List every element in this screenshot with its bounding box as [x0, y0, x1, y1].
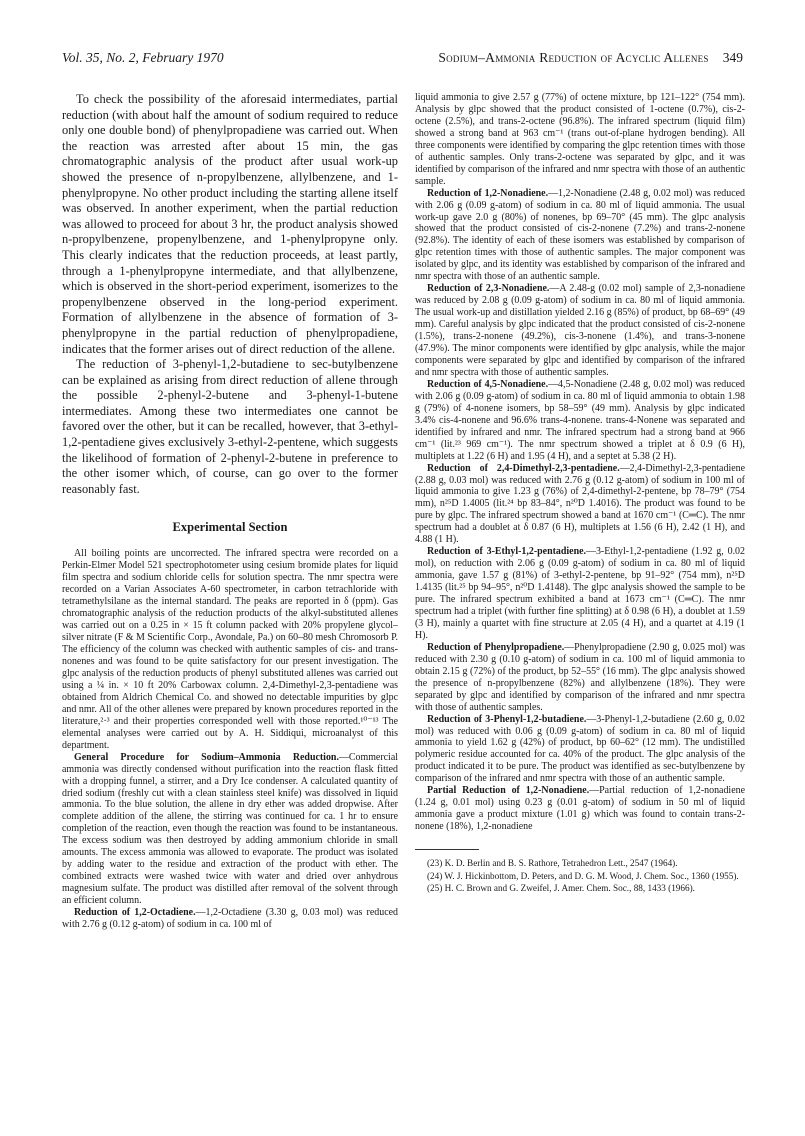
procedure-title: Reduction of Phenylpropadiene.: [427, 641, 565, 653]
footnote: (23) K. D. Berlin and B. S. Rathore, Tetrahedron Lett., 2547 (1964).: [427, 858, 678, 869]
procedure-text: —A 2.48-g (0.02 mol) sample of 2,3-nonadiene was reduced by 2.08 g (0.09 g-atom) of sodium in ca. 80 ml of liquid ammonia. The usual work-up and distillation yielded 2.16 g (85%) of product, bp 68–69° (49 mm). Careful analysis by glpc indicated that the product consisted of cis-2-nonene (1.5%), trans-2-nonene (49.2%), cis-3-nonene (1.4%), and trans-3-nonene (47.9%). The minor components were identified by glpc analysis, while the major components were separated by glpc and identified by comparison of the infrared and nmr spectra with those of authentic samples.: [415, 283, 746, 378]
procedure-paragraph: [415, 283, 745, 379]
procedure-paragraph: [415, 379, 745, 463]
procedure-title: Partial Reduction of 1,2-Nonadiene.: [427, 785, 590, 797]
procedure-title: Reduction of 3-Phenyl-1,2-butadiene.: [427, 713, 587, 725]
procedure-paragraph: [415, 714, 745, 786]
procedure-paragraph: [415, 642, 745, 714]
right-column: [415, 92, 745, 896]
left-column: [62, 92, 398, 931]
procedure-title: Reduction of 3-Ethyl-1,2-pentadiene.: [427, 546, 587, 558]
footnote: (25) H. C. Brown and G. Zweifel, J. Amer. Chem. Soc., 88, 1433 (1966).: [427, 883, 695, 894]
procedure-paragraph: [62, 752, 398, 907]
procedure-title: Reduction of 1,2-Nonadiene.: [427, 187, 549, 199]
procedure-paragraph: [62, 907, 398, 931]
procedure-text: —1,2-Octadiene (3.30 g, 0.03 mol) was reduced with 2.76 g (0.12 g-atom) of sodium in ca. 100 ml of: [62, 907, 398, 930]
body-paragraph: The reduction of 3-phenyl-1,2-butadiene to sec-butylbenzene can be explained as arising from direct reduction of allene through the possible 2-phenyl-2-butene and 3-phenyl-1-butene intermediates. Among these two intermediates one cannot be favored over the other, but it can be recalled, however, that 3-ethyl-1,2-pentadiene gives exclusively 3-ethyl-2-pentene, which suggests the likelihood of formation of 2-phenyl-2-butene in preference to the other isomer which, of course, can go over to the former reasonably fast.: [62, 357, 398, 496]
section-heading: Experimental Section: [172, 520, 288, 535]
experimental-paragraph: All boiling points are uncorrected. The infrared spectra were recorded on a Perkin-Elmer Model 521 spectrophotometer using cesium bromide plates for liquid film spectra and sodium chloride cells for solution spectra. The nmr spectra were recorded on a Varian Associates A-60 spectrometer, in carbon tetrachloride with tetramethylsilane as the internal standard. The peaks are reported in δ (ppm). Gas chromatographic analysis of the reduction products of the alkyl-substituted allenes was carried out on a 0.25 in × 15 ft column packed with 20% propylene glycol–silver nitrate (F & M Scientific Corp., Avondale, Pa.) on 60–80 mesh Chromosorb P. The efficiency of the column was checked with authentic samples of cis- and trans-nonenes and was found to be quite satisfactory for our present investigation. The glpc analysis of the reduction products of phenyl substituted allenes was carried out using a ¼ in. × 10 ft 20% Carbowax column. 2,4-Dimethyl-2,3-pentadiene was obtained from Aldrich Chemical Co. and showed no detectable impurities by glpc and nmr. All of the other allenes were prepared by known procedures reported in the literature,²·³ and their properties corresponded well with those reported.¹⁰⁻¹³ The elemental analyses were carried out by A. H. Siddiqui, microanalyst of this department.: [62, 548, 398, 751]
running-title-group: [438, 50, 743, 66]
procedure-text: —3-Ethyl-1,2-pentadiene (1.92 g, 0.02 mol), on reduction with 2.06 g (0.09 g-atom) of sodium in ca. 80 ml of liquid ammonia, gave 1.57 g (81%) of 3-ethyl-2-pentene, bp 91–92° (754 mm), n²⁵D 1.4135 (lit.²⁵ bp 94–95°, n²⁰D 1.4148). The glpc analysis showed the sample to be pure. The infrared spectrum exhibited a band at 1673 cm⁻¹ (C═C). The nmr spectrum had a triplet (with further fine splitting) at δ 0.98 (6 H), a doublet at 1.59 (3 H), mainly a quartet with fine structure at 2.05 (4 H), and a quartet at 4.19 (1 H).: [415, 546, 745, 641]
page-number: 349: [722, 50, 743, 65]
procedure-text: —Partial reduction of 1,2-nonadiene (1.24 g, 0.01 mol) using 0.23 g (0.01 g-atom) of sodium in 50 ml of liquid ammonia gave a product mixture (1.01 g) which was found to contain trans-2-nonene (18%), 1,2-nonadiene: [415, 785, 745, 833]
footnote-divider: [415, 849, 479, 850]
procedure-text: —Phenylpropadiene (2.90 g, 0.025 mol) was reduced with 2.30 g (0.10 g-atom) of sodium in ca. 100 ml of liquid ammonia to obtain 2.15 g (72%) of the product, bp 52–55° (16 mm). The glpc analysis showed the presence of n-propylbenzene (82%) and allylbenzene (18%). They were separated by glpc and identified by comparison of the infrared and nmr spectra with those of authentic samples.: [415, 641, 745, 713]
procedure-paragraph: [415, 546, 745, 642]
procedure-paragraph: [415, 785, 745, 833]
procedure-title: Reduction of 1,2-Octadiene.: [74, 907, 196, 919]
procedure-title: Reduction of 4,5-Nonadiene.: [427, 378, 549, 390]
running-head: [62, 50, 743, 70]
procedure-title: Reduction of 2,4-Dimethyl-2,3-pentadiene.: [427, 462, 620, 474]
procedure-paragraph: [415, 188, 745, 284]
procedure-title: Reduction of 2,3-Nonadiene.: [427, 283, 550, 295]
continued-paragraph: liquid ammonia to give 2.57 g (77%) of octene mixture, bp 121–122° (754 mm). Analysis by glpc showed that the product consisted of 1-octene (0.7%), cis-2-octene (2.5%), and trans-2-octene (96.8%). The infrared spectrum (liquid film) showed a strong band at 963 cm⁻¹ (trans out-of-plane hydrogen bending). All three components were identified by comparing the glpc retention times with those of authentic samples. Only trans-2-octene was separated by glpc, and it was identified by comparison of the infrared and nmr spectra with those of an authentic sample.: [415, 92, 745, 187]
procedure-text: —Commercial ammonia was directly condensed without purification into the reaction flask fitted with a dropping funnel, a stirrer, and a Dry Ice condenser. A calculated quantity of dried sodium (freshly cut with a clean stainless steel knife) was dissolved in liquid ammonia. To the blue solution, the allene in dry ether was added dropwise. After complete addition of the allene, the stirring was continued for ca. 1 hr to ensure completion of the reaction, even though the reaction was found to be instantaneous. The excess sodium was then destroyed by adding ammonium chloride in small amounts. The excess ammonia was allowed to evaporate. The product was isolated by adding water to the residue and extraction of the product with ether. The combined extracts were washed twice with water and dried over anhydrous magnesium sulfate. The product was distilled after removal of the solvent through an efficient column.: [62, 751, 398, 907]
procedure-paragraph: [415, 463, 745, 547]
procedure-text: —4,5-Nonadiene (2.48 g, 0.02 mol) was reduced with 2.06 g (0.09 g-atom) of sodium in ca. 80 ml of liquid ammonia to obtain 1.98 g (79%) of 4-nonene isomers, bp 58–59° (49 mm). Analysis by glpc indicated 3.4% cis-4-nonene and 96.6% trans-4-nonene. trans-4-Nonene was separated and identified by infrared and nmr. The infrared spectrum had a strong band at 966 cm⁻¹ (lit.²³ 969 cm⁻¹). The nmr spectrum showed a triplet at δ 0.9 (6 H), multiplets at 1.22 (6 H) and 1.95 (4 H), and a septet at 5.38 (2 H).: [415, 378, 745, 462]
procedure-text: —3-Phenyl-1,2-butadiene (2.60 g, 0.02 mol) was reduced with 0.06 g (0.09 g-atom) of sodium in ca. 80 ml of liquid ammonia to yield 1.62 g (42%) of product, bp 60–62° (12 mm). The undistilled polymeric residue accounted for ca. 40% of the product. The glpc analysis of the product indicated it to be pure. The product was identified as sec-butylbenzene by comparison of the infrared and nmr spectra with those of an authentic sample.: [415, 713, 745, 785]
procedure-text: —1,2-Nonadiene (2.48 g, 0.02 mol) was reduced with 2.06 g (0.09 g-atom) of sodium in ca. 80 ml of liquid ammonia. The usual work-up gave 2.0 g (80%) of nonenes, bp 69–70° (45 mm). The glpc analysis showed that the product consisted of cis-2-nonene (7.2%) and trans-2-nonene (92.8%). The identity of each of these isomers was established by comparison of glpc retention times with those of authentic samples. The major component was isolated by glpc, and its identity was established by comparison of the infrared and nmr spectra with those of an authentic sample.: [415, 187, 745, 283]
footnote: (24) W. J. Hickinbottom, D. Peters, and D. G. M. Wood, J. Chem. Soc., 1360 (1955).: [427, 870, 739, 881]
procedure-title: General Procedure for Sodium–Ammonia Reduction.: [74, 751, 339, 763]
running-title: Sodium–Ammonia Reduction of Acyclic Allenes: [438, 50, 709, 65]
journal-volume-issue: Vol. 35, No. 2, February 1970: [62, 50, 224, 65]
body-paragraph: To check the possibility of the aforesaid intermediates, partial reduction (with about half the amount of sodium required to reduce only one double bond) of phenylpropadiene was carried out. When the reaction was arrested after about 15 min, the gas chromatographic analysis of the product after usual work-up showed the presence of n-propylbenzene, allylbenzene, and 1-phenylpropyne. No other product including the starting allene itself was observed. In another experiment, when the partial reduction was allowed to proceed for about 3 hr, the product analysis showed n-propylbenzene, propenylbenzene, and 1-phenylpropyne only. This clearly indicates that the reduction proceeds, at least partly, through a 1-phenylpropyne intermediate, and that allylbenzene, which is observed in the short-period experiment, isomerizes to the propenylbenzene observed in the long-period experiment. Formation of allylbenzene in the absence of formation of 3-phenylpropyne in the partial reduction of phenylpropadiene, indicates that the former arises out of direct reduction of the allene.: [62, 92, 398, 356]
procedure-text: —2,4-Dimethyl-2,3-pentadiene (2.88 g, 0.03 mol) was reduced with 2.76 g (0.12 g-atom) of sodium in 100 ml of liquid ammonia to give 1.23 g (76%) of 2,4-dimethyl-2-pentene, bp 78–79° (754 mm), n²⁵D 1.4005 (lit.²⁴ bp 83–84°, n²⁰D 1.4016). The product was found to be pure by glpc. The infrared spectrum showed a band at 1670 cm⁻¹ (C═C). The nmr spectrum had a doublet at δ 0.87 (6 H), multiplets at 1.56 (6 H), 2.42 (1 H), and 4.88 (1 H).: [415, 462, 745, 546]
